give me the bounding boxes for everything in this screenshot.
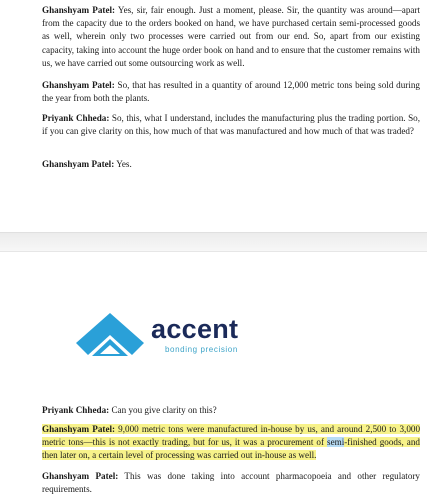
- speaker-name: Priyank Chheda:: [42, 113, 110, 123]
- paragraph-text: Yes, sir, fair enough. Just a moment, please. Sir, the quantity was around—apart from the capacity due to the orders booked on hand, we have purchased certain semi-processed goods as well, wherein only two processes were carried out from our end. So, apart from our existing capacity, taking into account the huge order book on hand and to ensure that the customer remains with us, we have carried out some outsourcing work as well.: [42, 5, 421, 68]
- company-logo: [74, 312, 254, 362]
- logo-wordmark: accent: [151, 314, 239, 344]
- transcript-paragraph: [42, 4, 420, 70]
- logo-tagline: bonding precision: [165, 345, 238, 354]
- transcript-paragraph: [42, 79, 420, 105]
- paragraph-text: This was done taking into account pharmacopoeia and other regulatory requirements.: [42, 471, 420, 495]
- speaker-name: Ghanshyam Patel:: [42, 424, 116, 434]
- transcript-paragraph: [42, 404, 420, 417]
- transcript-paragraph: [42, 470, 420, 496]
- paragraph-text: 9,000 metric tons were manufactured in-house by us, and around 2,500 to 3,000 metric tons—this is not exactly trading, but for us, it was a procurement of: [42, 424, 421, 448]
- speaker-name: Ghanshyam Patel:: [42, 5, 116, 15]
- paragraph-text: So, this, what I understand, includes the manufacturing plus the trading portion. So, if you can give clarity on this, how much of that was manufactured and how much of that was traded?: [42, 113, 420, 137]
- paragraph-text: -finished goods, and then later on, a certain level of processing was carried out in-house as well.: [42, 437, 420, 461]
- speaker-name: Ghanshyam Patel:: [42, 471, 119, 481]
- selected-text[interactable]: semi: [327, 437, 345, 448]
- paragraph-text: Yes.: [114, 159, 132, 169]
- speaker-name: Ghanshyam Patel:: [42, 80, 115, 90]
- transcript-paragraph: [42, 158, 420, 171]
- transcript-page-2: [0, 252, 427, 500]
- transcript-paragraph: [42, 112, 420, 138]
- speaker-name: Ghanshyam Patel:: [42, 159, 115, 169]
- speaker-name: Priyank Chheda:: [42, 405, 110, 415]
- page-separator: [0, 232, 427, 252]
- paragraph-text: Can you give clarity on this?: [109, 405, 217, 415]
- paragraph-text: So, that has resulted in a quantity of around 12,000 metric tons being sold during the year from both the plants.: [42, 80, 420, 104]
- transcript-paragraph-highlighted: [42, 423, 420, 463]
- accent-diamond-icon: [74, 312, 146, 362]
